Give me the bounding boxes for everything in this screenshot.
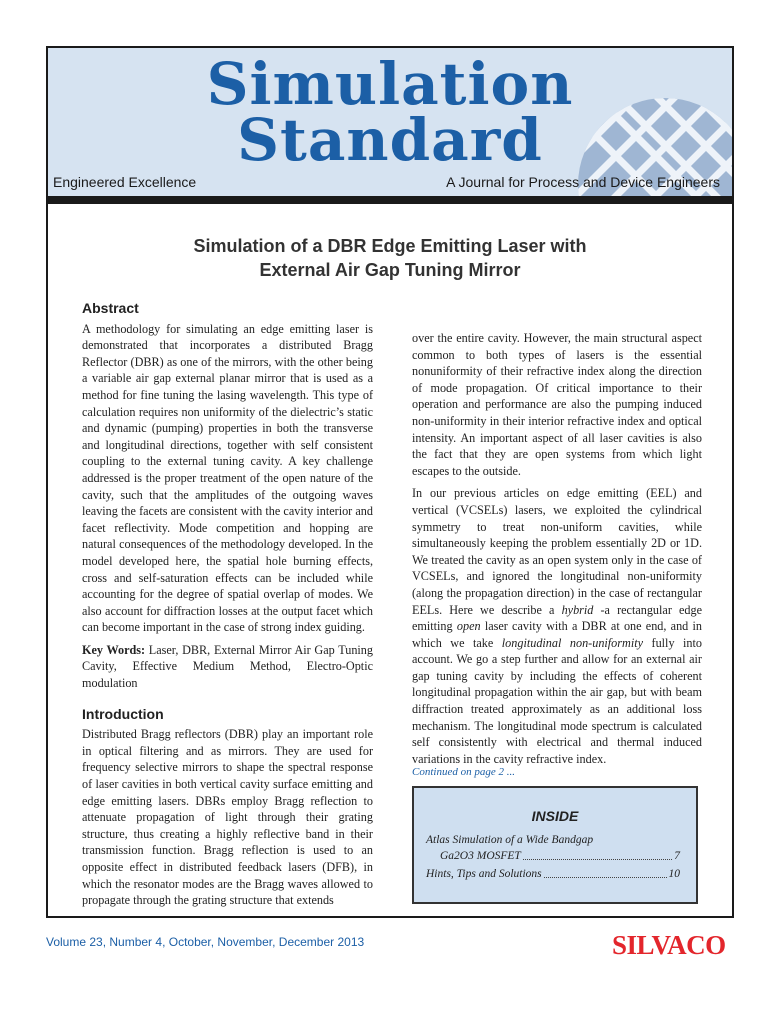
- p2-part-b: -a rectangular edge emitting: [412, 602, 702, 634]
- inside-title: INSIDE: [531, 808, 579, 824]
- toc-item-hints-title: Hints, Tips and Solutions: [426, 868, 542, 880]
- p2-longitudinal: longitudinal non-uniformity: [501, 635, 644, 650]
- toc-leader: [544, 877, 667, 878]
- abstract-heading: Abstract: [82, 300, 139, 316]
- article-title-line1: Simulation of a DBR Edge Emitting Laser with: [193, 236, 587, 256]
- toc-item-hints[interactable]: [426, 866, 680, 882]
- masthead-title-line1: Simulation: [206, 50, 574, 118]
- masthead: [48, 48, 732, 196]
- volume-info: Volume 23, Number 4, October, November, December 2013: [46, 935, 365, 949]
- cover-frame: [46, 46, 734, 918]
- keywords: [82, 642, 373, 692]
- masthead-title-line2: Standard: [237, 106, 543, 174]
- keywords-label: Key Words:: [82, 642, 146, 657]
- introduction-paragraph-1-continued: over the entire cavity. However, the main structural aspect common to both types of lasers is the essential nonuniformity of their refractive index along the direction of mode propagation. Of critical importance to their operation and performance are also the pumping induced non-uniformity in their interior refractive index and optical intensity. An important aspect of all laser cavities is also the fact that they are open systems from which light escapes to the outside.: [412, 331, 702, 478]
- toc-item-atlas-page: 7: [674, 850, 680, 862]
- p2-hybrid: hybrid: [561, 602, 594, 617]
- introduction-heading: Introduction: [82, 705, 164, 722]
- keywords-text: Laser, DBR, External Mirror Air Gap Tuning Cavity, Effective Medium Method, Electro-Optic modulation: [82, 642, 373, 691]
- toc-item-atlas-line1: Atlas Simulation of a Wide Bandgap: [426, 834, 594, 846]
- article-title-line2: External Air Gap Tuning Mirror: [259, 260, 521, 280]
- article-title: [48, 234, 732, 282]
- silvaco-logo: SILVACO: [612, 930, 726, 960]
- introduction-paragraph-2: [412, 485, 702, 767]
- introduction-paragraph-1: Distributed Bragg reflectors (DBR) play an important role in optical filtering and as mirrors. They are used for frequency selective mirrors to shape the spectral response of laser cavities in both vertical cavity surface emitting and edge emitting lasers. DBRs employ Bragg reflection to attenuate propagation of light through their grating structure, thus creating a highly reflective band in their transmission function. Bragg reflection is used to an opposite effect in distributed feedback lasers (DFB), in which the resonator modes are the Bragg waves allowed to propagate through the grating structure that extends: [82, 727, 373, 908]
- toc-item-atlas[interactable]: [426, 832, 680, 864]
- toc-leader: [523, 859, 672, 860]
- right-column: [412, 330, 702, 773]
- left-column: [82, 300, 373, 915]
- abstract-text: A methodology for simulating an edge emitting laser is demonstrated that incorporates a distributed Bragg Reflector (DBR) as one of the mirrors, with the other being a variable air gap external planar mirror that is used as a method for fine tuning the lasing wavelength. This type of calculation requires non uniformity of the dielectric’s static and dynamic (pumping) properties in both the transverse and longitudinal directions, together with self consistent coupling to the external tuning cavity. A key challenge addressed is the proper treatment of the open nature of the cavity, such that the amplitudes of the outgoing waves leaving the facets are consistent with the cavity interior and facet reflectivity. Mode competition and hopping are natural consequences of the methodology developed. In the model developed here, the spatial hole burning effects, cross and self-saturation effects can be included while accounting for the degree of spatial overlap of modes. We also account for diffraction losses at the output facet which can become important in the case of strong index guiding.: [82, 321, 373, 635]
- tagline-left: Engineered Excellence: [53, 174, 197, 190]
- p2-open: open: [456, 619, 481, 634]
- tagline-right: A Journal for Process and Device Engineers: [446, 174, 720, 190]
- toc-item-hints-page: 10: [668, 868, 680, 880]
- p2-part-c: laser cavity with a DBR at one end, and in which we take: [412, 619, 702, 650]
- p2-part-d: fully into account. We go a step further and allow for an external air gap tuning cavity by including the effects of coherent longitudinal propagation within the air gap, but with beam diffraction treated approximately as an additional loss mechanism. The longitudinal mode spectrum is calculated self consistently with electrical and thermal induced variations in the cavity refractive index.: [412, 635, 702, 766]
- p2-part-a: In our previous articles on edge emitting (EEL) and vertical (VCSELs) lasers, we exploited the cylindrical symmetry to treat non-uniform cavities, while simultaneously keeping the problem essentially 2D or 1D. We treated the cavity as an open system only in the case of VCSELs, and ignored the longitudinal non-uniformity (along the propagation direction) in the case of rectangular EELs. Here we describe a: [412, 486, 702, 617]
- toc-item-atlas-line2: Ga2O3 MOSFET: [440, 850, 521, 862]
- inside-box: [412, 786, 698, 904]
- masthead-divider: [48, 196, 732, 204]
- continued-link[interactable]: Continued on page 2 ...: [412, 766, 515, 778]
